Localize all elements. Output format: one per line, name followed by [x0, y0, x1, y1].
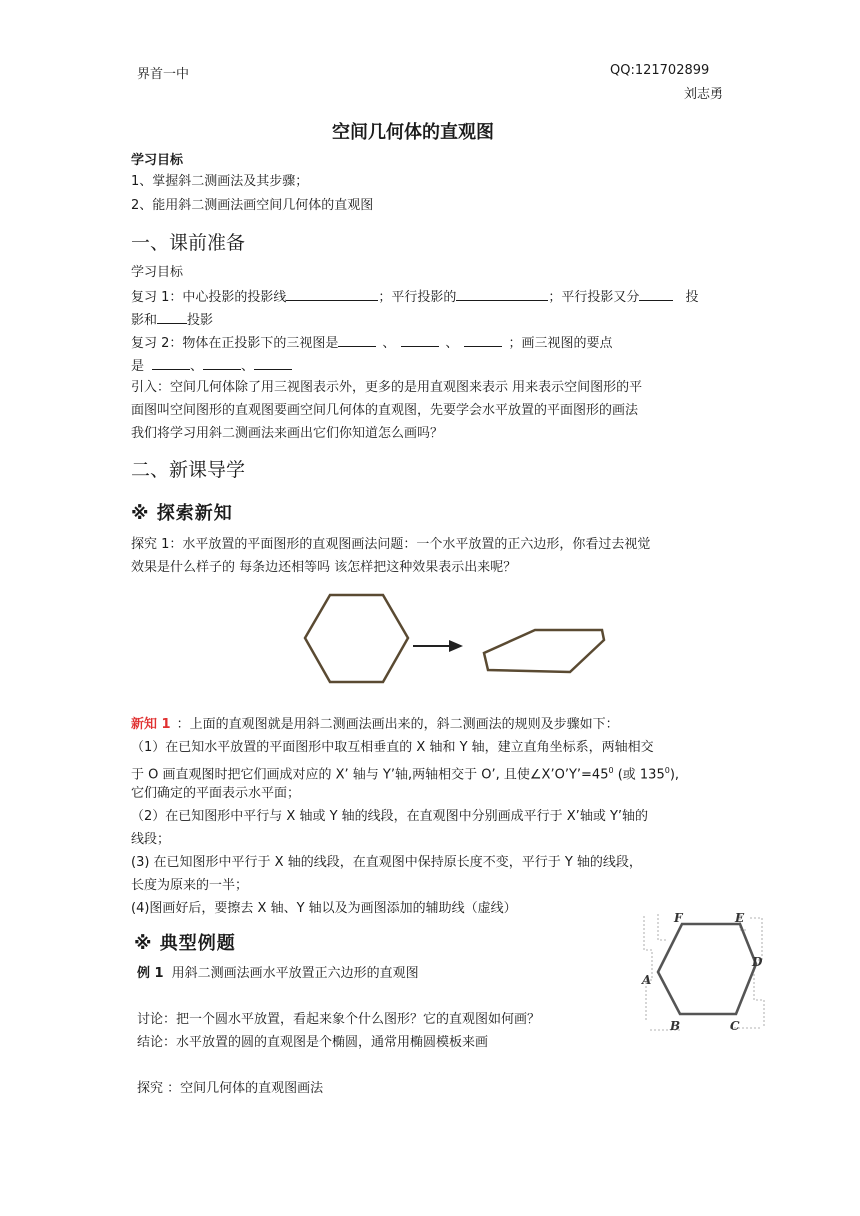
- examples-heading: ※ 典型例题: [134, 933, 236, 954]
- review-1-text: ；平行投影又分: [548, 290, 640, 305]
- review-2-text: 是: [131, 359, 145, 374]
- rule-line: 线段；: [131, 832, 171, 847]
- review-2-text: 复习 2：物体在正投影下的三视图是: [131, 336, 339, 351]
- rule-line: 它们确定的平面表示水平面；: [131, 786, 301, 801]
- new-knowledge-1: [131, 715, 619, 735]
- explore-2-text: 探究 ：空间几何体的直观图画法: [137, 1081, 324, 1096]
- explore-text: 探究 1：水平放置的平面图形的直观图画法问题：一个水平放置的正六边形，你看过去视觉: [131, 537, 651, 552]
- fill-blank[interactable]: [401, 332, 439, 347]
- review-1-text: 影和: [131, 313, 158, 328]
- rule-line: （2）在已知图形中平行与 X 轴或 Y 轴的线段，在直观图中分别画成平行于 X’轴或 Y’轴的: [131, 809, 649, 824]
- intro-line: 引入：空间几何体除了用三视图表示外，更多的是用直观图来表示 用来表示空间图形的平: [131, 380, 643, 395]
- review-1-text: 复习 1：中心投影的投影线: [131, 290, 287, 305]
- fill-blank[interactable]: [152, 355, 190, 370]
- intro-line: 我们将学习用斜二测画法来画出它们你知道怎么画吗？: [131, 426, 444, 441]
- review-1-line-1: [131, 286, 698, 308]
- rule-text: ),: [669, 767, 680, 783]
- separator: 、: [445, 336, 459, 351]
- page-title: 空间几何体的直观图: [332, 122, 494, 143]
- vertex-label: B: [670, 1019, 681, 1033]
- conclusion-text: 结论：水平放置的圆的直观图是个椭圆，通常用椭圆模板来画: [137, 1035, 489, 1050]
- vertex-label: A: [642, 973, 652, 987]
- vertex-label: E: [735, 911, 745, 925]
- fill-blank[interactable]: [464, 332, 502, 347]
- separator: 、: [241, 359, 255, 374]
- fill-blank[interactable]: [456, 286, 548, 301]
- superscript: 0: [608, 766, 614, 775]
- school-name: 界首一中: [137, 67, 190, 82]
- example-1: [137, 964, 419, 984]
- section-heading-new-lesson: 二、新课导学: [131, 459, 246, 481]
- rule-line: （1）在已知水平放置的平面图形中取互相垂直的 X 轴和 Y 轴，建立直角坐标系，两轴相交: [131, 740, 654, 755]
- rule-text: 于 O 画直观图时把它们画成对应的 X’ 轴与 Y’轴,两轴相交于 O’, 且使∠X’O’Y’=45: [131, 767, 609, 783]
- section-subheading: 学习目标: [131, 265, 184, 280]
- objective-item: 1、掌握斜二测画法及其步骤；: [131, 174, 309, 189]
- new-knowledge-text: ：上面的直观图就是用斜二测画法画出来的，斜二测画法的规则及步骤如下：: [176, 717, 619, 732]
- objective-item: 2、能用斜二测画法画空间几何体的直观图: [131, 198, 374, 213]
- fill-blank[interactable]: [639, 286, 673, 301]
- rule-line: (4)图画好后，要擦去 X 轴、Y 轴以及为画图添加的辅助线（虚线）: [131, 901, 517, 916]
- fill-blank[interactable]: [338, 332, 376, 347]
- qq-contact: QQ:121702899: [610, 63, 710, 78]
- regular-hexagon: [305, 595, 408, 682]
- oblique-hexagon: [484, 630, 604, 672]
- example-text: 用斜二测画法画水平放置正六边形的直观图: [171, 966, 419, 981]
- rule-line: 长度为原来的一半；: [131, 878, 249, 893]
- example-label: 例 1: [137, 966, 164, 981]
- arrow-head-icon: [449, 640, 463, 652]
- fill-blank[interactable]: [203, 355, 241, 370]
- discussion-text: 讨论：把一个圆水平放置，看起来象个什么图形？它的直观图如何画？: [137, 1012, 541, 1027]
- superscript: 0: [664, 766, 670, 775]
- separator: 、: [190, 359, 204, 374]
- review-1-line-2: [131, 309, 213, 331]
- rule-line: [131, 761, 679, 785]
- explore-text: 效果是什么样子的 每条边还相等吗 该怎样把这种效果表示出来呢？: [131, 560, 517, 575]
- new-knowledge-label: 新知 1: [131, 717, 171, 732]
- section-heading-prep: 一、课前准备: [131, 232, 246, 254]
- review-2-text: ；画三视图的要点: [508, 336, 613, 351]
- separator: 、: [382, 336, 396, 351]
- review-2-line-1: [131, 332, 612, 354]
- intro-line: 面图叫空间图形的直观图要画空间几何体的直观图，先要学会水平放置的平面图形的画法: [131, 403, 639, 418]
- labeled-hexagon-figure: [640, 910, 770, 1035]
- review-2-line-2: [131, 355, 292, 377]
- rule-text: (或 135: [613, 767, 665, 783]
- hexagon-oblique-figure: [300, 590, 620, 690]
- objectives-heading: 学习目标: [131, 153, 184, 168]
- review-1-text: 投: [685, 290, 699, 305]
- fill-blank[interactable]: [254, 355, 292, 370]
- explore-heading: ※ 探索新知: [131, 503, 233, 524]
- vertex-label: D: [752, 955, 763, 969]
- author-name: 刘志勇: [684, 87, 724, 102]
- review-1-text: ；平行投影的: [378, 290, 457, 305]
- review-1-text: 投影: [187, 313, 214, 328]
- rule-line: (3) 在已知图形中平行于 X 轴的线段，在直观图中保持原长度不变，平行于 Y 轴的线段，: [131, 855, 642, 870]
- fill-blank[interactable]: [286, 286, 378, 301]
- vertex-label: F: [674, 911, 683, 925]
- vertex-label: C: [730, 1019, 740, 1033]
- fill-blank[interactable]: [157, 309, 187, 324]
